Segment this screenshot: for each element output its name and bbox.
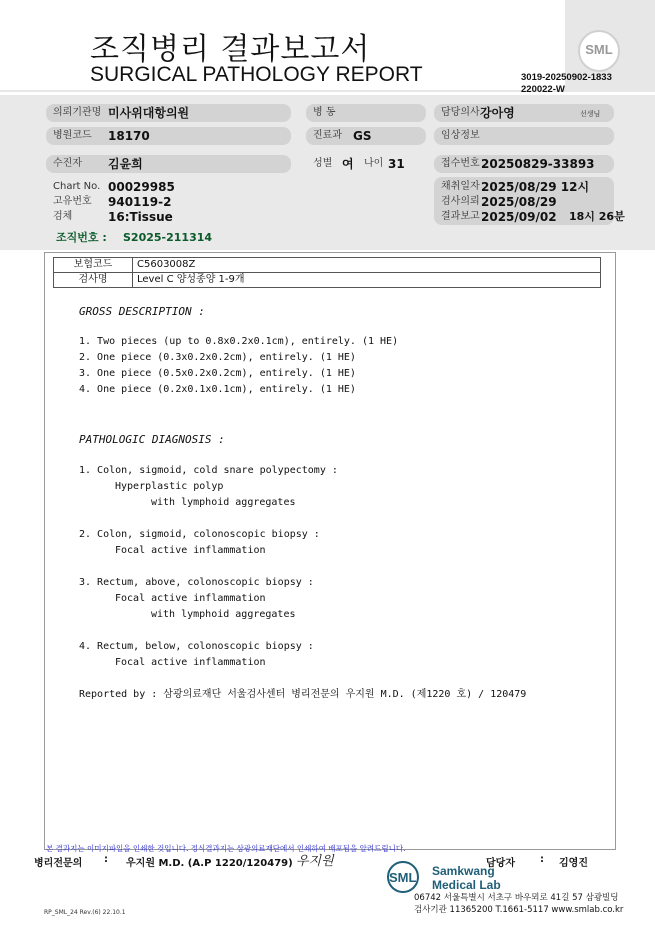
pathologist-signature: 우지원 (296, 854, 334, 869)
logo-sml-text: SML (389, 870, 417, 885)
diagnosis-1-site: 1. Colon, sigmoid, cold snare polypectomy : (79, 465, 338, 476)
specimen-value: 16:Tissue (108, 210, 173, 224)
address-line-2: 검사기관 11365200 T.1661-5117 www.smlab.co.kr (414, 905, 624, 915)
insurance-code-label: 보험코드 (54, 258, 133, 273)
request-date-label: 검사의뢰 (441, 196, 480, 207)
table-row (54, 258, 601, 273)
sex-value: 여 (342, 157, 354, 171)
tissue-number-value: S2025-211314 (123, 231, 213, 244)
manager-label: 담당자 (486, 858, 515, 869)
form-code: RP_SML_24 Rev.(6) 22.10.1 (44, 909, 126, 916)
gross-line-1: 1. Two pieces (up to 0.8x0.2x0.1cm), entirely. (1 HE) (79, 336, 399, 347)
reported-by: Reported by : 삼광의료재단 서울검사센터 병리전문의 우지원 M.D. (제1220 호) / 120479 (79, 689, 527, 700)
manager-colon: : (540, 854, 544, 865)
specimen-label: 검체 (53, 211, 73, 222)
patient-label: 수진자 (53, 158, 82, 169)
test-name-value: Level C 양성종양 1-9개 (133, 273, 601, 288)
collection-date-label: 채취일자 (441, 181, 480, 192)
patient-value: 김윤희 (108, 157, 143, 171)
gross-line-2: 2. One piece (0.3x0.2x0.2cm), entirely. (1 HE) (79, 352, 356, 363)
diagnosis-3-finding: Focal active inflammation (115, 593, 266, 604)
address-line-1: 06742 서울특별시 서초구 바우뫼로 41길 57 삼광빌딩 (414, 893, 619, 903)
diagnosis-2-site: 2. Colon, sigmoid, colonoscopic biopsy : (79, 529, 320, 540)
diagnosis-3-detail: with lymphoid aggregates (151, 609, 296, 620)
diagnosis-4-finding: Focal active inflammation (115, 657, 266, 668)
test-name-label: 검사명 (54, 273, 133, 288)
insurance-code-value: C5603008Z (133, 258, 601, 273)
image-print-notice: 본 결과지는 이미지파일을 인쇄한 것입니다. 정식결과지는 삼광의료재단에서 인쇄하여 배포됨을 알려드립니다. (46, 844, 406, 853)
chart-number-value: 00029985 (108, 180, 175, 194)
sex-label: 성별 (313, 158, 333, 169)
gross-description-heading: GROSS DESCRIPTION : (79, 305, 205, 318)
diagnosis-3-site: 3. Rectum, above, colonoscopic biopsy : (79, 577, 314, 588)
clinical-info-label: 임상정보 (441, 130, 480, 141)
doctor-suffix: 선생님 (580, 110, 601, 118)
report-date-label: 결과보고 (441, 211, 480, 222)
pathologist-label: 병리전문의 (34, 858, 83, 869)
diagnosis-1-finding: Hyperplastic polyp (115, 481, 224, 492)
age-label: 나이 (364, 158, 384, 169)
table-row (54, 273, 601, 288)
hospital-code-value: 18170 (108, 129, 150, 143)
gross-line-4: 4. One piece (0.2x0.1x0.1cm), entirely. (1 HE) (79, 384, 356, 395)
ward-label: 병 동 (313, 107, 336, 118)
pathologist-value: 우지원 M.D. (A.P 1220/120479) (126, 858, 293, 869)
report-title-english: SURGICAL PATHOLOGY REPORT (90, 63, 423, 86)
chart-number-label: Chart No. (53, 181, 101, 192)
age-value: 31 (388, 157, 405, 171)
department-value: GS (353, 129, 372, 143)
diagnosis-2-finding: Focal active inflammation (115, 545, 266, 556)
unique-number-label: 고유번호 (53, 196, 92, 207)
logo-name-line1: Samkwang (432, 864, 495, 878)
institution-label: 의뢰기관명 (53, 107, 102, 118)
pathologic-diagnosis-heading: PATHOLOGIC DIAGNOSIS : (79, 433, 225, 446)
report-number-line2: 220022-W (521, 84, 565, 95)
request-date-value: 2025/08/29 (481, 195, 557, 209)
doctor-label: 담당의사 (441, 107, 480, 118)
hospital-code-label: 병원코드 (53, 130, 92, 141)
receipt-number-value: 20250829-33893 (481, 157, 595, 171)
manager-value: 김영진 (559, 858, 588, 869)
pathologist-colon: : (104, 854, 108, 865)
sml-logo-icon (578, 30, 620, 72)
diagnosis-4-site: 4. Rectum, below, colonoscopic biopsy : (79, 641, 314, 652)
report-title-korean: 조직병리 결과보고서 (90, 32, 371, 67)
report-time-value: 18시 26분 (569, 210, 625, 223)
doctor-value: 강아영 (480, 106, 515, 120)
patient-field (46, 155, 291, 173)
collection-date-value: 2025/08/29 12시 (481, 180, 590, 194)
receipt-number-label: 접수번호 (441, 158, 480, 169)
unique-number-value: 940119-2 (108, 195, 172, 209)
report-date-value: 2025/09/02 (481, 210, 557, 224)
samkwang-logo-icon (386, 860, 526, 894)
gross-line-3: 3. One piece (0.5x0.2x0.2cm), entirely. (1 HE) (79, 368, 356, 379)
diagnosis-1-detail: with lymphoid aggregates (151, 497, 296, 508)
department-label: 진료과 (313, 130, 342, 141)
tissue-number-label: 조직번호 : (56, 231, 107, 244)
report-number-line1: 3019-20250902-1833 (521, 72, 612, 83)
logo-name-line2: Medical Lab (432, 878, 501, 892)
test-code-table (53, 257, 601, 288)
sml-logo-text: SML (585, 42, 613, 57)
institution-value: 미사위대항의원 (108, 106, 190, 120)
